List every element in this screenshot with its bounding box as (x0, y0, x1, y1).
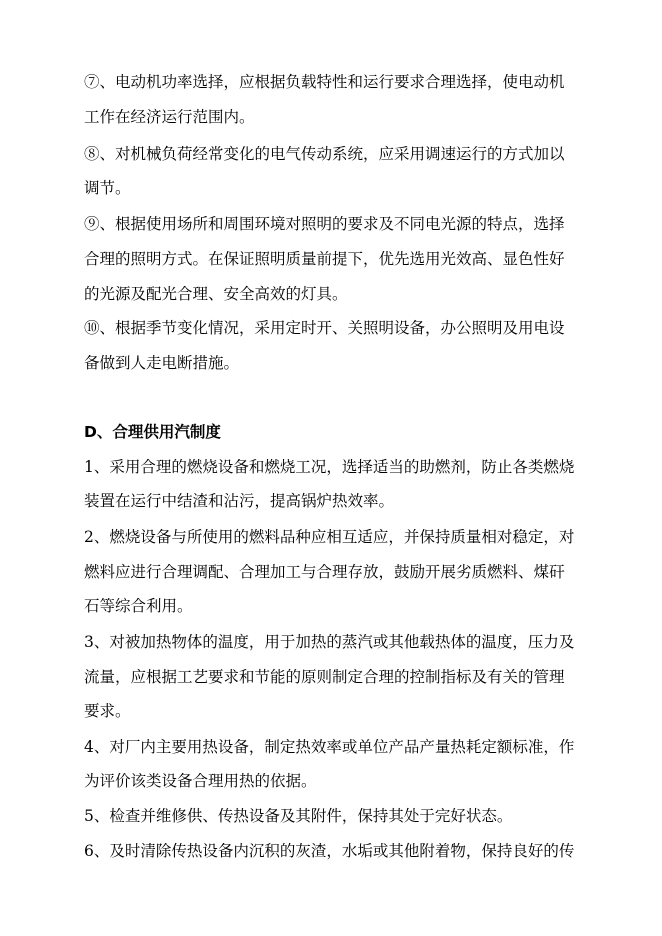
item-4-line-2: 为评价该类设备合理用热的依据。 (84, 772, 317, 790)
item-4-line-1: 4、对厂内主要用热设备，制定热效率或单位产品产量热耗定额标准，作 (84, 738, 575, 756)
item-2-line-1: 2、燃烧设备与所使用的燃料品种应相互适应，并保持质量相对稳定，对 (84, 528, 575, 546)
item-10-line-1: ⑩、根据季节变化情况，采用定时开、关照明设备，办公照明及用电设 (84, 319, 565, 337)
item-9-line-2: 合理的照明方式。在保证照明质量前提下，优先选用光效高、显色性好 (84, 250, 565, 268)
item-3-line-2: 流量，应根据工艺要求和节能的原则制定合理的控制指标及有关的管理 (84, 668, 565, 686)
item-2-line-2: 燃料应进行合理调配、合理加工与合理存放，鼓励开展劣质燃料、煤矸 (84, 563, 565, 581)
item-3-line-1: 3、对被加热物体的温度，用于加热的蒸汽或其他载热体的温度，压力及 (84, 633, 575, 651)
item-1-line-1: 1、采用合理的燃烧设备和燃烧工况，选择适当的助燃剂，防止各类燃烧 (84, 458, 575, 476)
item-10-line-2: 备做到人走电断措施。 (84, 354, 240, 372)
item-5-line-1: 5、检查并维修供、传热设备及其附件，保持其处于完好状态。 (84, 807, 513, 825)
item-2-line-3: 石等综合利用。 (84, 597, 193, 615)
item-8-line-1: ⑧、对机械负荷经常变化的电气传动系统，应采用调速运行的方式加以 (84, 145, 565, 163)
item-1-line-2: 装置在运行中结渣和沾污，提高锅炉热效率。 (84, 492, 395, 510)
section-heading: D、合理供用汽制度 (84, 423, 221, 441)
item-8-line-2: 调节。 (84, 179, 131, 197)
item-9-line-1: ⑨、根据使用场所和周围环境对照明的要求及不同电光源的特点，选择 (84, 215, 565, 233)
item-7-line-1: ⑦、电动机功率选择，应根据负载特性和运行要求合理选择，使电动机 (84, 73, 565, 91)
item-6-line-1: 6、及时清除传热设备内沉积的灰渣，水垢或其他附着物，保持良好的传 (84, 842, 575, 860)
item-9-line-3: 的光源及配光合理、安全高效的灯具。 (84, 285, 348, 303)
item-7-line-2: 工作在经济运行范围内。 (84, 108, 255, 126)
item-3-line-3: 要求。 (84, 702, 131, 720)
